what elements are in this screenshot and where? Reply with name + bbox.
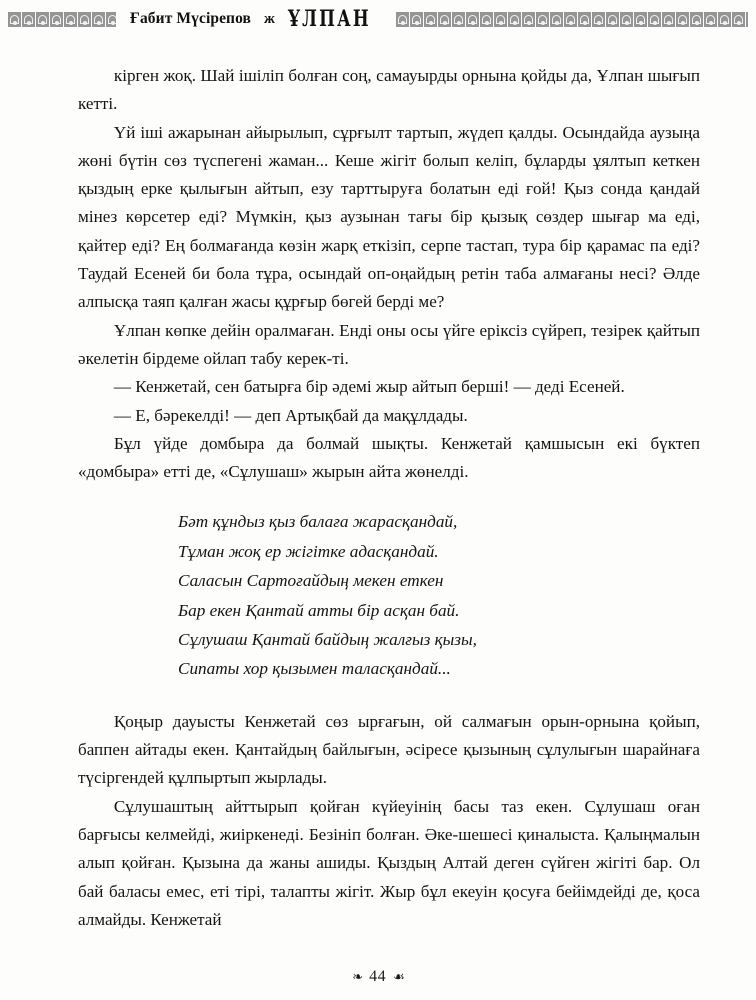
verse-line: Бар екен Қантай атты бір асқан бай. <box>178 600 460 620</box>
ornament-tile-icon <box>466 12 479 27</box>
ornament-tile-icon <box>606 12 619 27</box>
ornament-tile-icon <box>662 12 675 27</box>
ornament-tile-icon <box>564 12 577 27</box>
ornament-tiles-left <box>8 12 116 27</box>
ornament-tile-icon <box>8 12 21 27</box>
page-body <box>78 62 700 934</box>
ornament-tile-icon <box>550 12 563 27</box>
verse-line: Бәт құндыз қыз балаға жарасқандай, <box>178 512 458 532</box>
body-paragraph: Ұлпан көпке дейін оралмаған. Енді оны осы үйге еріксіз сүйреп, тезірек қайтып әкелетін бірдеме ойлап табу керек-ті. <box>78 320 700 368</box>
ornament-tile-icon <box>536 12 549 27</box>
flourish-left-icon: ❧ <box>352 969 363 984</box>
ornament-tile-icon <box>22 12 35 27</box>
body-paragraph: кірген жоқ. Шай ішіліп болған соң, самауырды орнына қойды да, Ұлпан шығып кетті. <box>78 66 700 114</box>
ornament-tile-icon <box>494 12 507 27</box>
ornament-tile-icon <box>64 12 77 27</box>
ornament-tile-icon <box>648 12 661 27</box>
ornament-tile-icon <box>704 12 717 27</box>
ornament-tile-icon <box>732 12 745 27</box>
body-paragraph: Қоңыр дауысты Кенжетай сөз ырғағын, ой салмағын орын-орнына қойып, баппен айтады екен. Қантайдың байлығын, әсіресе қызының сұлулығын шарайнаға түсіргендей құлпыртып жырлады. <box>78 711 700 788</box>
header-book-title: ҰЛПАН <box>287 6 371 32</box>
ornament-tile-icon <box>718 12 731 27</box>
ornament-tile-icon <box>592 12 605 27</box>
page-footer <box>0 968 756 986</box>
header-separator-glyph: ж <box>264 10 275 27</box>
ornament-tile-icon <box>438 12 451 27</box>
verse-block <box>78 507 700 683</box>
ornament-tile-icon <box>92 12 105 27</box>
body-paragraph: Бұл үйде домбыра да болмай шықты. Кенжетай қамшысын екі бүктеп «домбыра» етті де, «Сұлушаш» жырын айта жөнелді. <box>78 433 700 482</box>
ornament-tile-icon <box>424 12 437 27</box>
dialogue-line: — Е, бәрекелді! — деп Артықбай да мақұлдады. <box>113 405 468 425</box>
page-number: 44 <box>369 968 387 985</box>
ornament-tile-icon <box>50 12 63 27</box>
ornament-tile-icon <box>36 12 49 27</box>
ornament-tile-icon <box>522 12 535 27</box>
ornament-band-right <box>396 12 748 27</box>
ornament-tile-icon <box>508 12 521 27</box>
ornament-tile-icon <box>78 12 91 27</box>
ornament-tile-icon <box>676 12 689 27</box>
body-paragraph: Үй іші ажарынан айырылып, сұрғылт тартып, жүдеп қалды. Осындайда аузыңа жөні бүтін сөз түспегені жаман... Кеше жігіт болып келіп, бұларды ұялтып кеткен қыздың ерке қылығын айтып, езу тарттыруға болатын еді ғой! Қыз сонда қандай мінез көрсетер еді? Мүмкін, қыз аузынан тағы бір қызық сөздер шығар ма еді, қайтер еді? Ең болмағанда көзін жарқ еткізіп, серпе тастап, тура бір қарамас па еді? Таудай Есеней би бола тұра, осындай оп-оңайдың ретін таба алмағаны несі? Әлде алпысқа таяп қалған жасы құрғыр бөгей берді ме? <box>78 122 700 312</box>
verse-line: Сұлушаш Қантай байдың жалғыз қызы, <box>178 630 477 650</box>
ornament-tile-icon <box>634 12 647 27</box>
ornament-tile-icon <box>690 12 703 27</box>
ornament-band-left <box>8 12 116 27</box>
ornament-tile-icon <box>578 12 591 27</box>
flourish-right-icon: ☙ <box>393 969 404 984</box>
verse-line: Сипаты хор қызымен таласқандай... <box>178 659 451 679</box>
body-paragraph: Сұлушаштың айттырып қойған күйеуінің басы таз екен. Сұлушаш оған барғысы келмейді, жиіркенеді. Безініп болған. Әке-шешесі қиналыста. Қалыңмалын алып қойған. Қызына да жаны ашиды. Қыздың Алтай деген сүйген жігіті бар. Ол бай баласы емес, еті тірі, талапты жігіт. Жыр бұл екеуін қосуға бейімдейді де, қоса алмайды. Кенжетай <box>78 796 700 929</box>
ornament-tile-icon <box>396 12 409 27</box>
ornament-tile-icon <box>410 12 423 27</box>
verse-line: Тұман жоқ ер жігітке адасқандай. <box>178 541 439 561</box>
ornament-tile-icon <box>746 12 748 27</box>
page-header <box>8 6 748 32</box>
ornament-tile-icon <box>620 12 633 27</box>
dialogue-line: — Кенжетай, сен батырға бір әдемі жыр айтып берші! — деді Есеней. <box>113 377 625 397</box>
verse-line: Саласын Сартоғайдың мекен еткен <box>178 571 444 591</box>
header-author: Ғабит Мүсірепов <box>130 10 252 27</box>
ornament-tile-icon <box>452 12 465 27</box>
ornament-tiles-right <box>396 12 748 27</box>
ornament-tile-icon <box>480 12 493 27</box>
ornament-tile-icon <box>106 12 116 27</box>
